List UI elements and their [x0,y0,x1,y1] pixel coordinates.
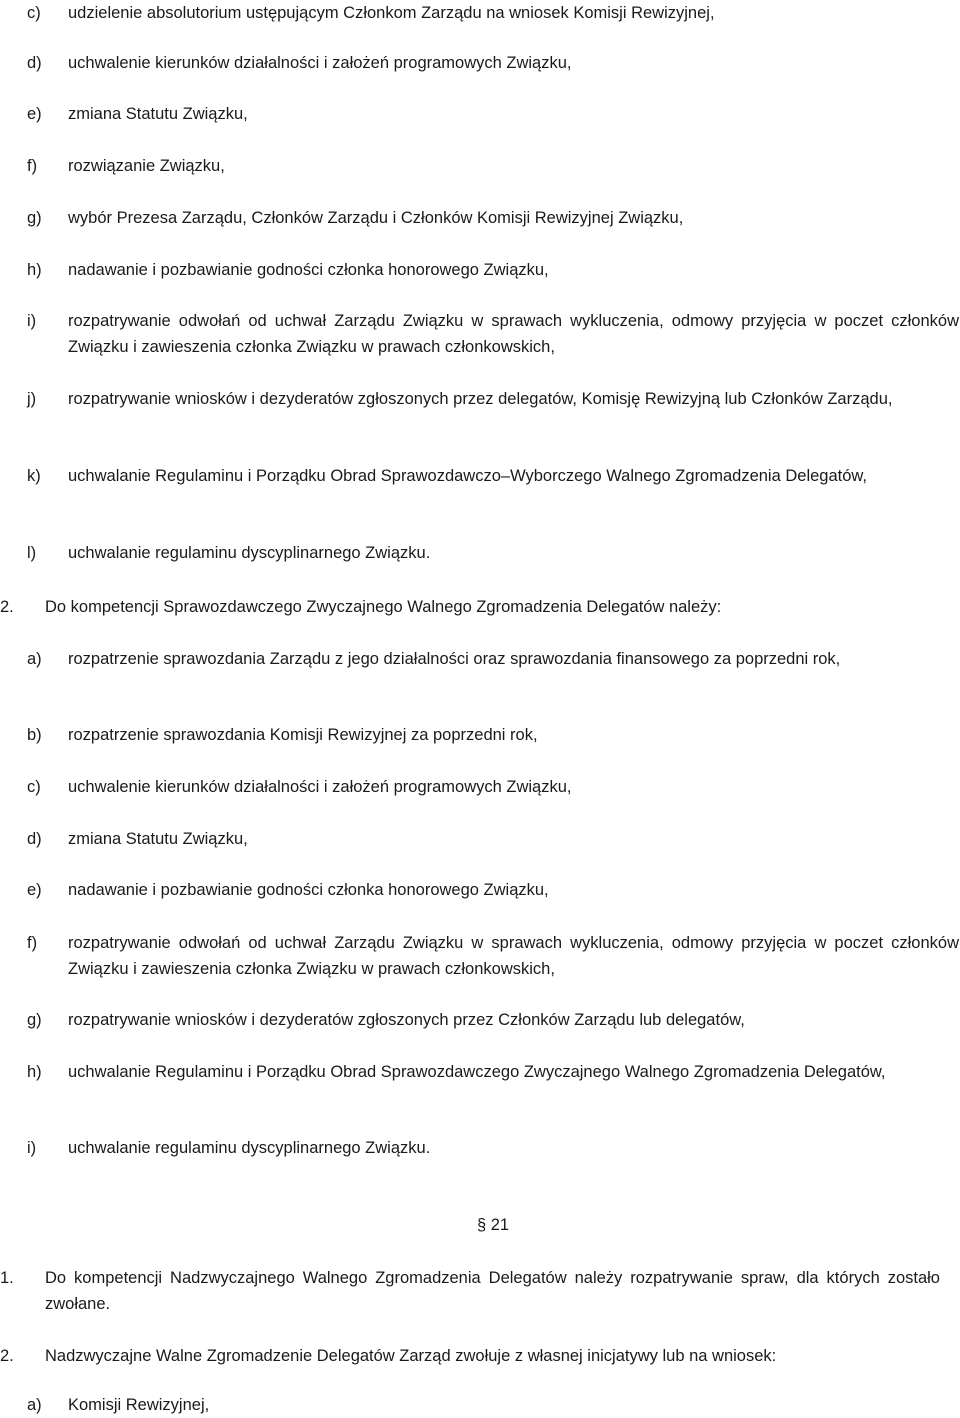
list-item [27,877,959,903]
list-marker: d) [27,54,42,72]
list-item-text: zmiana Statutu Związku, [68,105,248,123]
list-item-text: nadawanie i pozbawianie godności członka honorowego Związku, [68,261,549,279]
list-marker: g) [27,1011,42,1029]
list-item [27,540,959,566]
list-marker: i) [27,312,37,330]
point-text: Nadzwyczajne Walne Zgromadzenie Delegatów Zarząd zwołuje z własnej inicjatywy lub na wniosek: [45,1347,777,1365]
list-item-text: uchwalenie kierunków działalności i założeń programowych Związku, [68,54,572,72]
list-item-text: uchwalanie regulaminu dyscyplinarnego Związku. [68,1139,431,1157]
list-item [27,308,959,360]
list-item [27,1007,959,1033]
numbered-point [0,1343,940,1369]
list-item-text: rozpatrzenie sprawozdania Komisji Rewizyjnej za poprzedni rok, [68,726,538,744]
list-marker: k) [27,467,41,485]
list-item-text: uchwalenie kierunków działalności i założeń programowych Związku, [68,778,572,796]
list-marker: a) [27,650,42,668]
list-item-text: rozpatrywanie wniosków i dezyderatów zgłoszonych przez Członków Zarządu lub delegatów, [68,1011,745,1029]
list-marker: e) [27,105,42,123]
section-heading: § 21 [476,1216,510,1234]
list-marker: g) [27,209,42,227]
list-item [27,774,959,800]
list-item-text: Komisji Rewizyjnej, [68,1396,210,1414]
list-item [27,50,959,76]
list-item [27,153,959,179]
list-item [27,1135,959,1161]
list-item [27,101,959,127]
list-item-text: rozwiązanie Związku, [68,157,225,175]
list-item-text: uchwalanie regulaminu dyscyplinarnego Związku. [68,544,431,562]
list-item-text: rozpatrzenie sprawozdania Zarządu z jego działalności oraz sprawozdania finansowego za poprzedni rok, [68,650,841,668]
list-marker: d) [27,830,42,848]
list-item [27,463,959,489]
list-item [27,722,959,748]
list-item-text: uchwalanie Regulaminu i Porządku Obrad Sprawozdawczo–Wyborczego Walnego Zgromadzenia Delegatów, [68,467,868,485]
list-marker: c) [27,4,41,22]
list-item-text: rozpatrywanie odwołań od uchwał Zarządu Związku w sprawach wykluczenia, odmowy przyjęcia w poczet członków Związku i zawieszenia członka Związku w prawach członkowskich, [68,312,959,356]
list-item-text: uchwalanie Regulaminu i Porządku Obrad Sprawozdawczego Zwyczajnego Walnego Zgromadzenia Delegatów, [68,1063,886,1081]
list-marker: b) [27,726,42,744]
list-marker: j) [27,390,37,408]
point-number: 2. [0,1347,14,1365]
list-item [27,646,959,672]
point-number: 2. [0,598,14,616]
list-item [27,386,959,412]
list-item [27,1059,959,1085]
numbered-point [0,1265,940,1317]
list-marker: a) [27,1396,42,1414]
list-marker: e) [27,881,42,899]
numbered-point [0,594,940,620]
list-item [27,257,959,283]
list-item-text: wybór Prezesa Zarządu, Członków Zarządu i Członków Komisji Rewizyjnej Związku, [68,209,684,227]
list-marker: h) [27,1063,42,1081]
list-marker: c) [27,778,41,796]
point-text: Do kompetencji Sprawozdawczego Zwyczajnego Walnego Zgromadzenia Delegatów należy: [45,598,722,616]
list-item [27,0,959,26]
list-marker: h) [27,261,42,279]
point-number: 1. [0,1269,14,1287]
list-item-text: rozpatrywanie odwołań od uchwał Zarządu Związku w sprawach wykluczenia, odmowy przyjęcia w poczet członków Związku i zawieszenia członka Związku w prawach członkowskich, [68,934,959,978]
point-text: Do kompetencji Nadzwyczajnego Walnego Zgromadzenia Delegatów należy rozpatrywanie spraw, dla których zostało zwołane. [45,1269,940,1313]
list-marker: l) [27,544,37,562]
list-item-text: udzielenie absolutorium ustępującym Członkom Zarządu na wniosek Komisji Rewizyjnej, [68,4,715,22]
list-marker: i) [27,1139,37,1157]
list-item [27,930,959,982]
list-item-text: nadawanie i pozbawianie godności członka honorowego Związku, [68,881,549,899]
list-item-text: zmiana Statutu Związku, [68,830,248,848]
list-item [27,1392,959,1418]
list-marker: f) [27,934,38,952]
list-marker: f) [27,157,38,175]
list-item [27,826,959,852]
list-item [27,205,959,231]
list-item-text: rozpatrywanie wniosków i dezyderatów zgłoszonych przez delegatów, Komisję Rewizyjną lub Członków Zarządu, [68,390,893,408]
